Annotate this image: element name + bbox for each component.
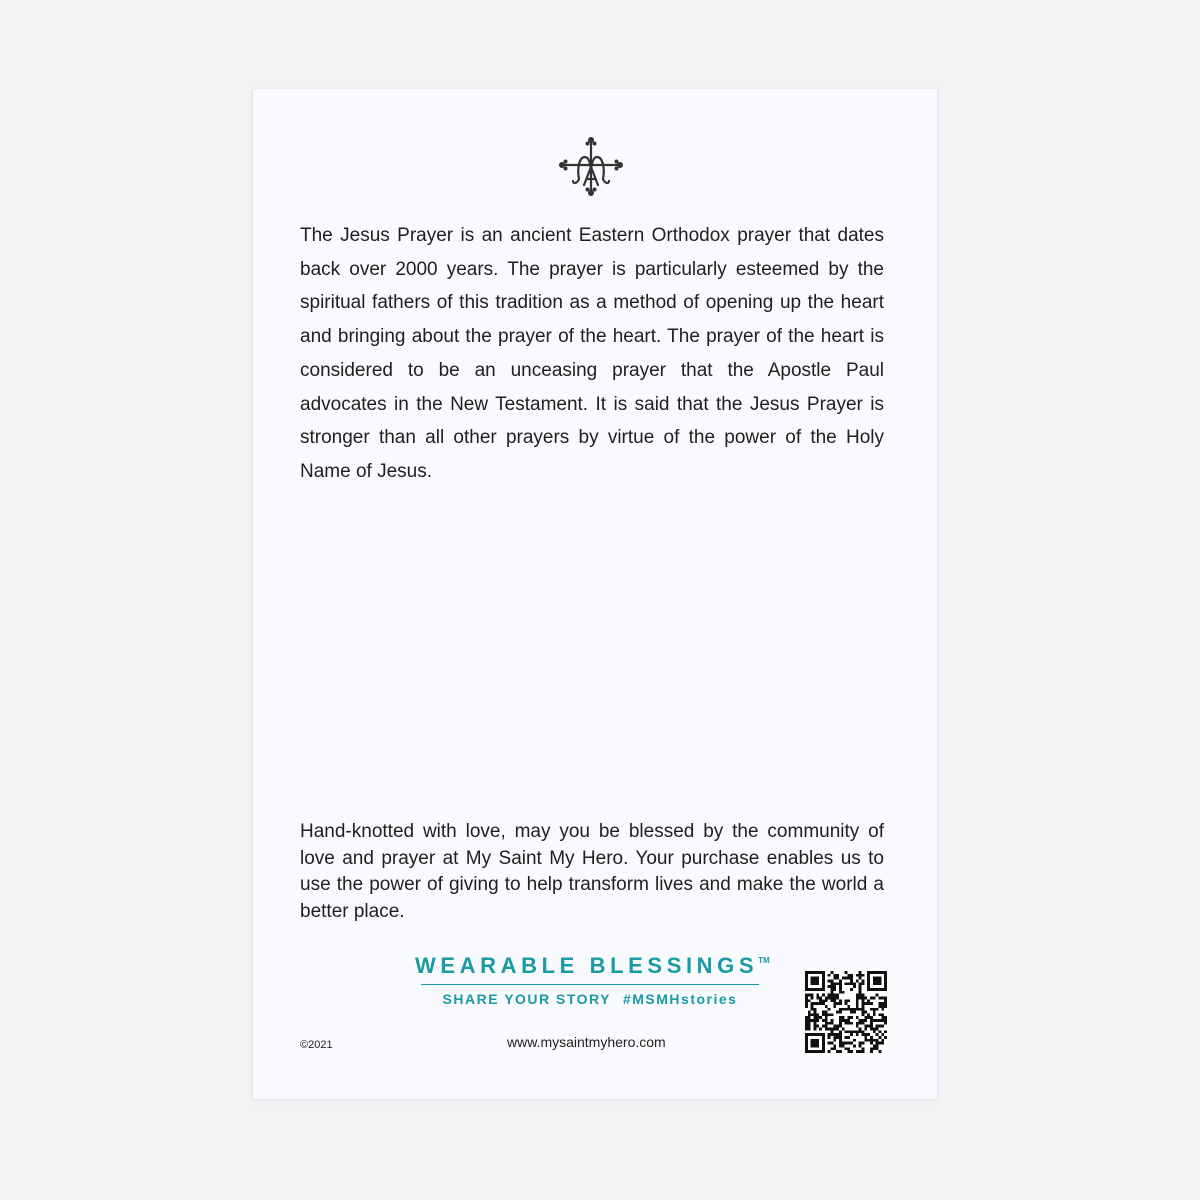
brand-block <box>415 947 770 1007</box>
prayer-description: The Jesus Prayer is an ancient Eastern Orthodox prayer that dates back over 2000 years. The prayer is particularly esteemed by the spiritual fathers of this tradition as a method of opening up the heart and bringing about the prayer of the heart. The prayer of the heart is considered to be an unceasing prayer that the Apostle Paul advocates in the New Testament. It is said that the Jesus Prayer is stronger than all other prayers by virtue of the power of the Holy Name of Jesus. <box>300 225 884 482</box>
brand-tagline <box>415 991 765 1007</box>
trademark-mark: TM <box>758 956 770 965</box>
hashtag: #MSMHstories <box>622 991 738 1007</box>
prayer-card <box>253 89 937 1099</box>
auspice-maria-cross-icon <box>559 135 623 199</box>
brand-title-text: WEARABLE BLESSINGS <box>415 953 759 978</box>
website-link[interactable]: www.mysaintmyhero.com <box>507 1034 666 1050</box>
qr-code-icon[interactable] <box>805 971 887 1053</box>
blessing-message: Hand-knotted with love, may you be blessed by the community of love and prayer at My Saint My Hero. Your purchase enables us to use the power of giving to help transform lives and make the world a better place. <box>300 821 884 922</box>
brand-title <box>415 947 770 980</box>
brand-divider <box>421 984 759 985</box>
share-story-label: SHARE YOUR STORY <box>442 991 611 1007</box>
copyright-notice: ©2021 <box>300 1039 333 1051</box>
